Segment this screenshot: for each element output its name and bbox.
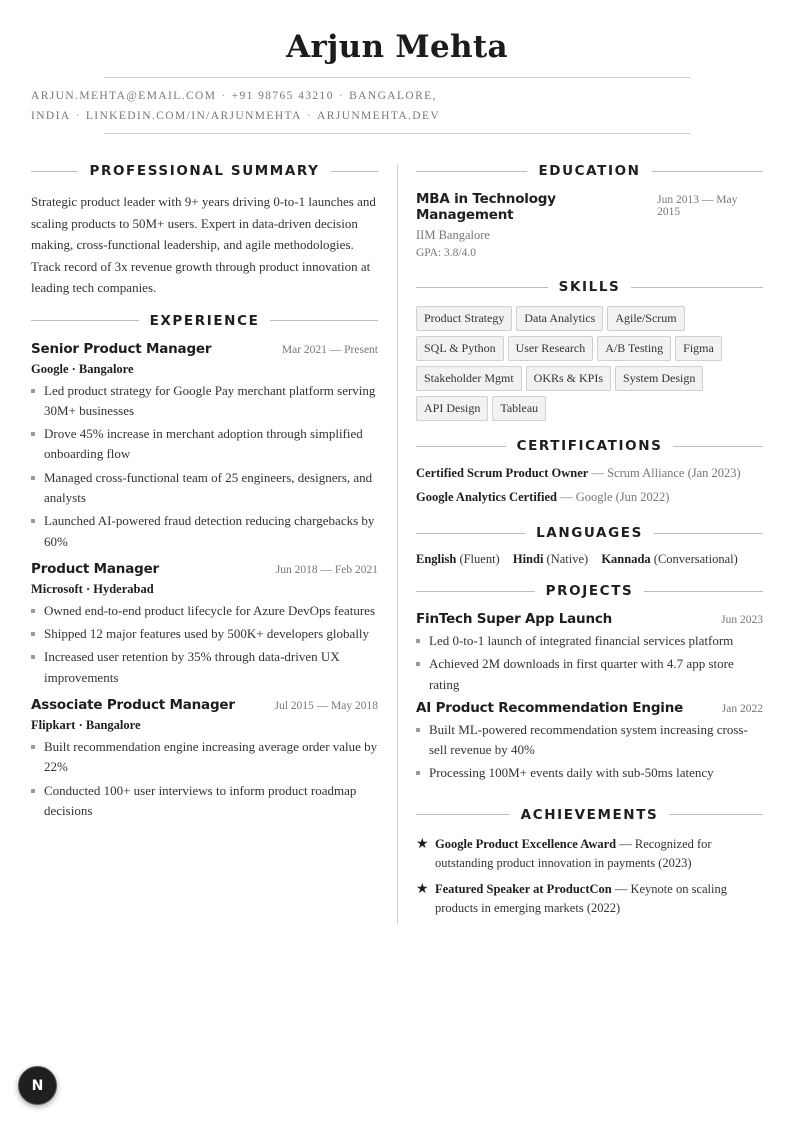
contact-email[interactable]: ARJUN.MEHTA@EMAIL.COM — [31, 90, 217, 102]
section-heading-languages — [416, 522, 763, 544]
section-title: SKILLS — [558, 279, 621, 295]
project-bullets — [416, 631, 763, 695]
project-name: AI Product Recommendation Engine — [416, 699, 684, 716]
contact-line — [31, 86, 763, 126]
section-title: CERTIFICATIONS — [516, 438, 663, 454]
bullet-item: Conducted 100+ user interviews to inform product roadmap decisions — [31, 781, 378, 822]
job-title: Product Manager — [31, 560, 159, 577]
education-dates: Jun 2013 — May 2015 — [657, 194, 738, 218]
skill-chip: API Design — [416, 396, 488, 421]
bullet-item: Launched AI-powered fraud detection reducing chargebacks by 60% — [31, 511, 378, 552]
language-name: Hindi — [512, 552, 544, 566]
contact-separator: · — [221, 90, 227, 102]
project-name: FinTech Super App Launch — [416, 611, 613, 627]
contact-separator: · — [75, 110, 81, 122]
star-icon: ★ — [416, 835, 429, 852]
star-icon: ★ — [416, 880, 429, 897]
right-column — [416, 160, 763, 919]
certification-item — [416, 489, 763, 505]
achievement-desc: — Keynote on scaling products in emerging markets (2022) — [435, 881, 727, 916]
skill-chip: User Research — [508, 336, 594, 361]
bullet-item: Achieved 2M downloads in first quarter with 4.7 app store rating — [416, 654, 763, 695]
job-bullets — [31, 601, 378, 688]
skills-list — [416, 306, 763, 426]
skill-chip: Product Strategy — [416, 306, 512, 331]
skill-chip: OKRs & KPIs — [526, 366, 611, 391]
section-title: EDUCATION — [538, 163, 641, 179]
skill-chip: Figma — [675, 336, 722, 361]
section-heading-experience — [31, 310, 378, 332]
language-name: English — [416, 552, 457, 566]
bullet-item: Drove 45% increase in merchant adoption through simplified onboarding flow — [31, 424, 378, 465]
contact-website[interactable]: ARJUNMEHTA.DEV — [317, 110, 441, 122]
contact-separator: · — [338, 90, 345, 102]
job-company: Google · Bangalore — [31, 361, 134, 376]
candidate-name: Arjun Mehta — [286, 29, 508, 65]
n-badge-button[interactable]: N — [18, 1066, 57, 1105]
bullet-item: Led 0-to-1 launch of integrated financial services platform — [416, 631, 763, 651]
achievement-item — [416, 835, 763, 874]
language-item — [601, 552, 737, 566]
section-heading-summary — [31, 160, 378, 182]
bullet-item: Built recommendation engine increasing average order value by 22% — [31, 737, 378, 778]
section-heading-projects — [416, 580, 763, 602]
languages-list — [416, 552, 763, 567]
certification-name: Google Analytics Certified — [416, 490, 557, 504]
project-date: Jan 2022 — [721, 702, 763, 715]
summary-text: Strategic product leader with 9+ years driving 0-to-1 launches and scaling products to 50M+ users. Expert in data-driven decision making, cross-functional leadership, and agile methodologies. Track record of 3x revenue growth through product innovation at leading tech companies. — [31, 194, 376, 295]
skill-chip: Agile/Scrum — [607, 306, 684, 331]
bullet-item: Shipped 12 major features used by 500K+ developers globally — [31, 624, 378, 644]
language-item — [416, 552, 500, 566]
job-dates: Jun 2018 — Feb 2021 — [275, 563, 378, 576]
language-level: (Native) — [546, 552, 589, 566]
bullet-item: Built ML-powered recommendation system increasing cross-sell revenue by 40% — [416, 720, 763, 761]
bullet-item: Owned end-to-end product lifecycle for Azure DevOps features — [31, 601, 378, 621]
job-bullets — [31, 381, 378, 552]
job-dates: Mar 2021 — Present — [281, 343, 378, 356]
contact-phone[interactable]: +91 98765 43210 — [231, 90, 334, 102]
certification-name: Certified Scrum Product Owner — [416, 466, 589, 480]
achievement-item — [416, 880, 763, 919]
bullet-item: Processing 100M+ events daily with sub-50ms latency — [416, 763, 763, 783]
achievement-name: Google Product Excellence Award — [435, 836, 617, 851]
certification-meta: — Google (Jun 2022) — [560, 490, 670, 504]
section-heading-education — [416, 160, 763, 182]
achievement-name: Featured Speaker at ProductCon — [435, 881, 612, 896]
language-level: (Conversational) — [653, 552, 738, 566]
header-top-rule — [104, 77, 690, 78]
skill-chip: Data Analytics — [516, 306, 603, 331]
job-entry — [31, 697, 378, 821]
job-title: Senior Product Manager — [31, 340, 212, 357]
certification-meta: — Scrum Alliance (Jan 2023) — [591, 466, 741, 480]
job-title: Associate Product Manager — [31, 697, 235, 714]
education-school: IIM Bangalore — [416, 228, 490, 242]
skill-chip: Stakeholder Mgmt — [416, 366, 522, 391]
left-column — [31, 160, 378, 824]
column-divider — [397, 164, 398, 925]
section-title: EXPERIENCE — [149, 312, 260, 329]
section-heading-skills — [416, 276, 763, 298]
section-title: PROJECTS — [545, 583, 634, 599]
skill-chip: System Design — [615, 366, 703, 391]
section-title: PROFESSIONAL SUMMARY — [89, 163, 320, 179]
project-bullets — [416, 720, 763, 784]
skill-chip: SQL & Python — [416, 336, 504, 361]
education-gpa: GPA: 3.8/4.0 — [416, 247, 476, 259]
section-heading-certifications — [416, 435, 763, 457]
certification-item — [416, 465, 763, 481]
job-entry — [31, 341, 378, 552]
language-level: (Fluent) — [459, 552, 500, 566]
skill-chip: A/B Testing — [597, 336, 671, 361]
achievements-list — [416, 835, 763, 919]
job-bullets — [31, 737, 378, 821]
contact-location: BANGALORE, INDIA — [31, 90, 437, 122]
section-title: ACHIEVEMENTS — [520, 806, 659, 823]
section-title: LANGUAGES — [536, 525, 643, 541]
job-dates: Jul 2015 — May 2018 — [274, 700, 378, 713]
bullet-item: Managed cross-functional team of 25 engineers, designers, and analysts — [31, 468, 378, 509]
achievement-desc: — Recognized for outstanding product innovation in payments (2023) — [435, 836, 712, 871]
contact-linkedin[interactable]: LINKEDIN.COM/IN/ARJUNMEHTA — [85, 110, 302, 122]
education-degree: MBA in Technology Management — [416, 191, 556, 223]
job-company: Flipkart · Bangalore — [31, 718, 141, 733]
project-entry — [416, 611, 763, 695]
project-date: Jun 2023 — [721, 614, 763, 626]
header-bottom-rule — [104, 133, 690, 134]
language-item — [513, 552, 588, 566]
section-heading-achievements — [416, 804, 763, 826]
job-company: Microsoft · Hyderabad — [31, 581, 154, 596]
contact-separator: · — [306, 110, 312, 122]
skill-chip: Tableau — [492, 396, 546, 421]
bullet-item: Led product strategy for Google Pay merchant platform serving 30M+ businesses — [31, 381, 378, 422]
bullet-item: Increased user retention by 35% through data-driven UX improvements — [31, 647, 378, 688]
language-name: Kannada — [601, 552, 651, 566]
job-entry — [31, 561, 378, 688]
project-entry — [416, 700, 763, 784]
